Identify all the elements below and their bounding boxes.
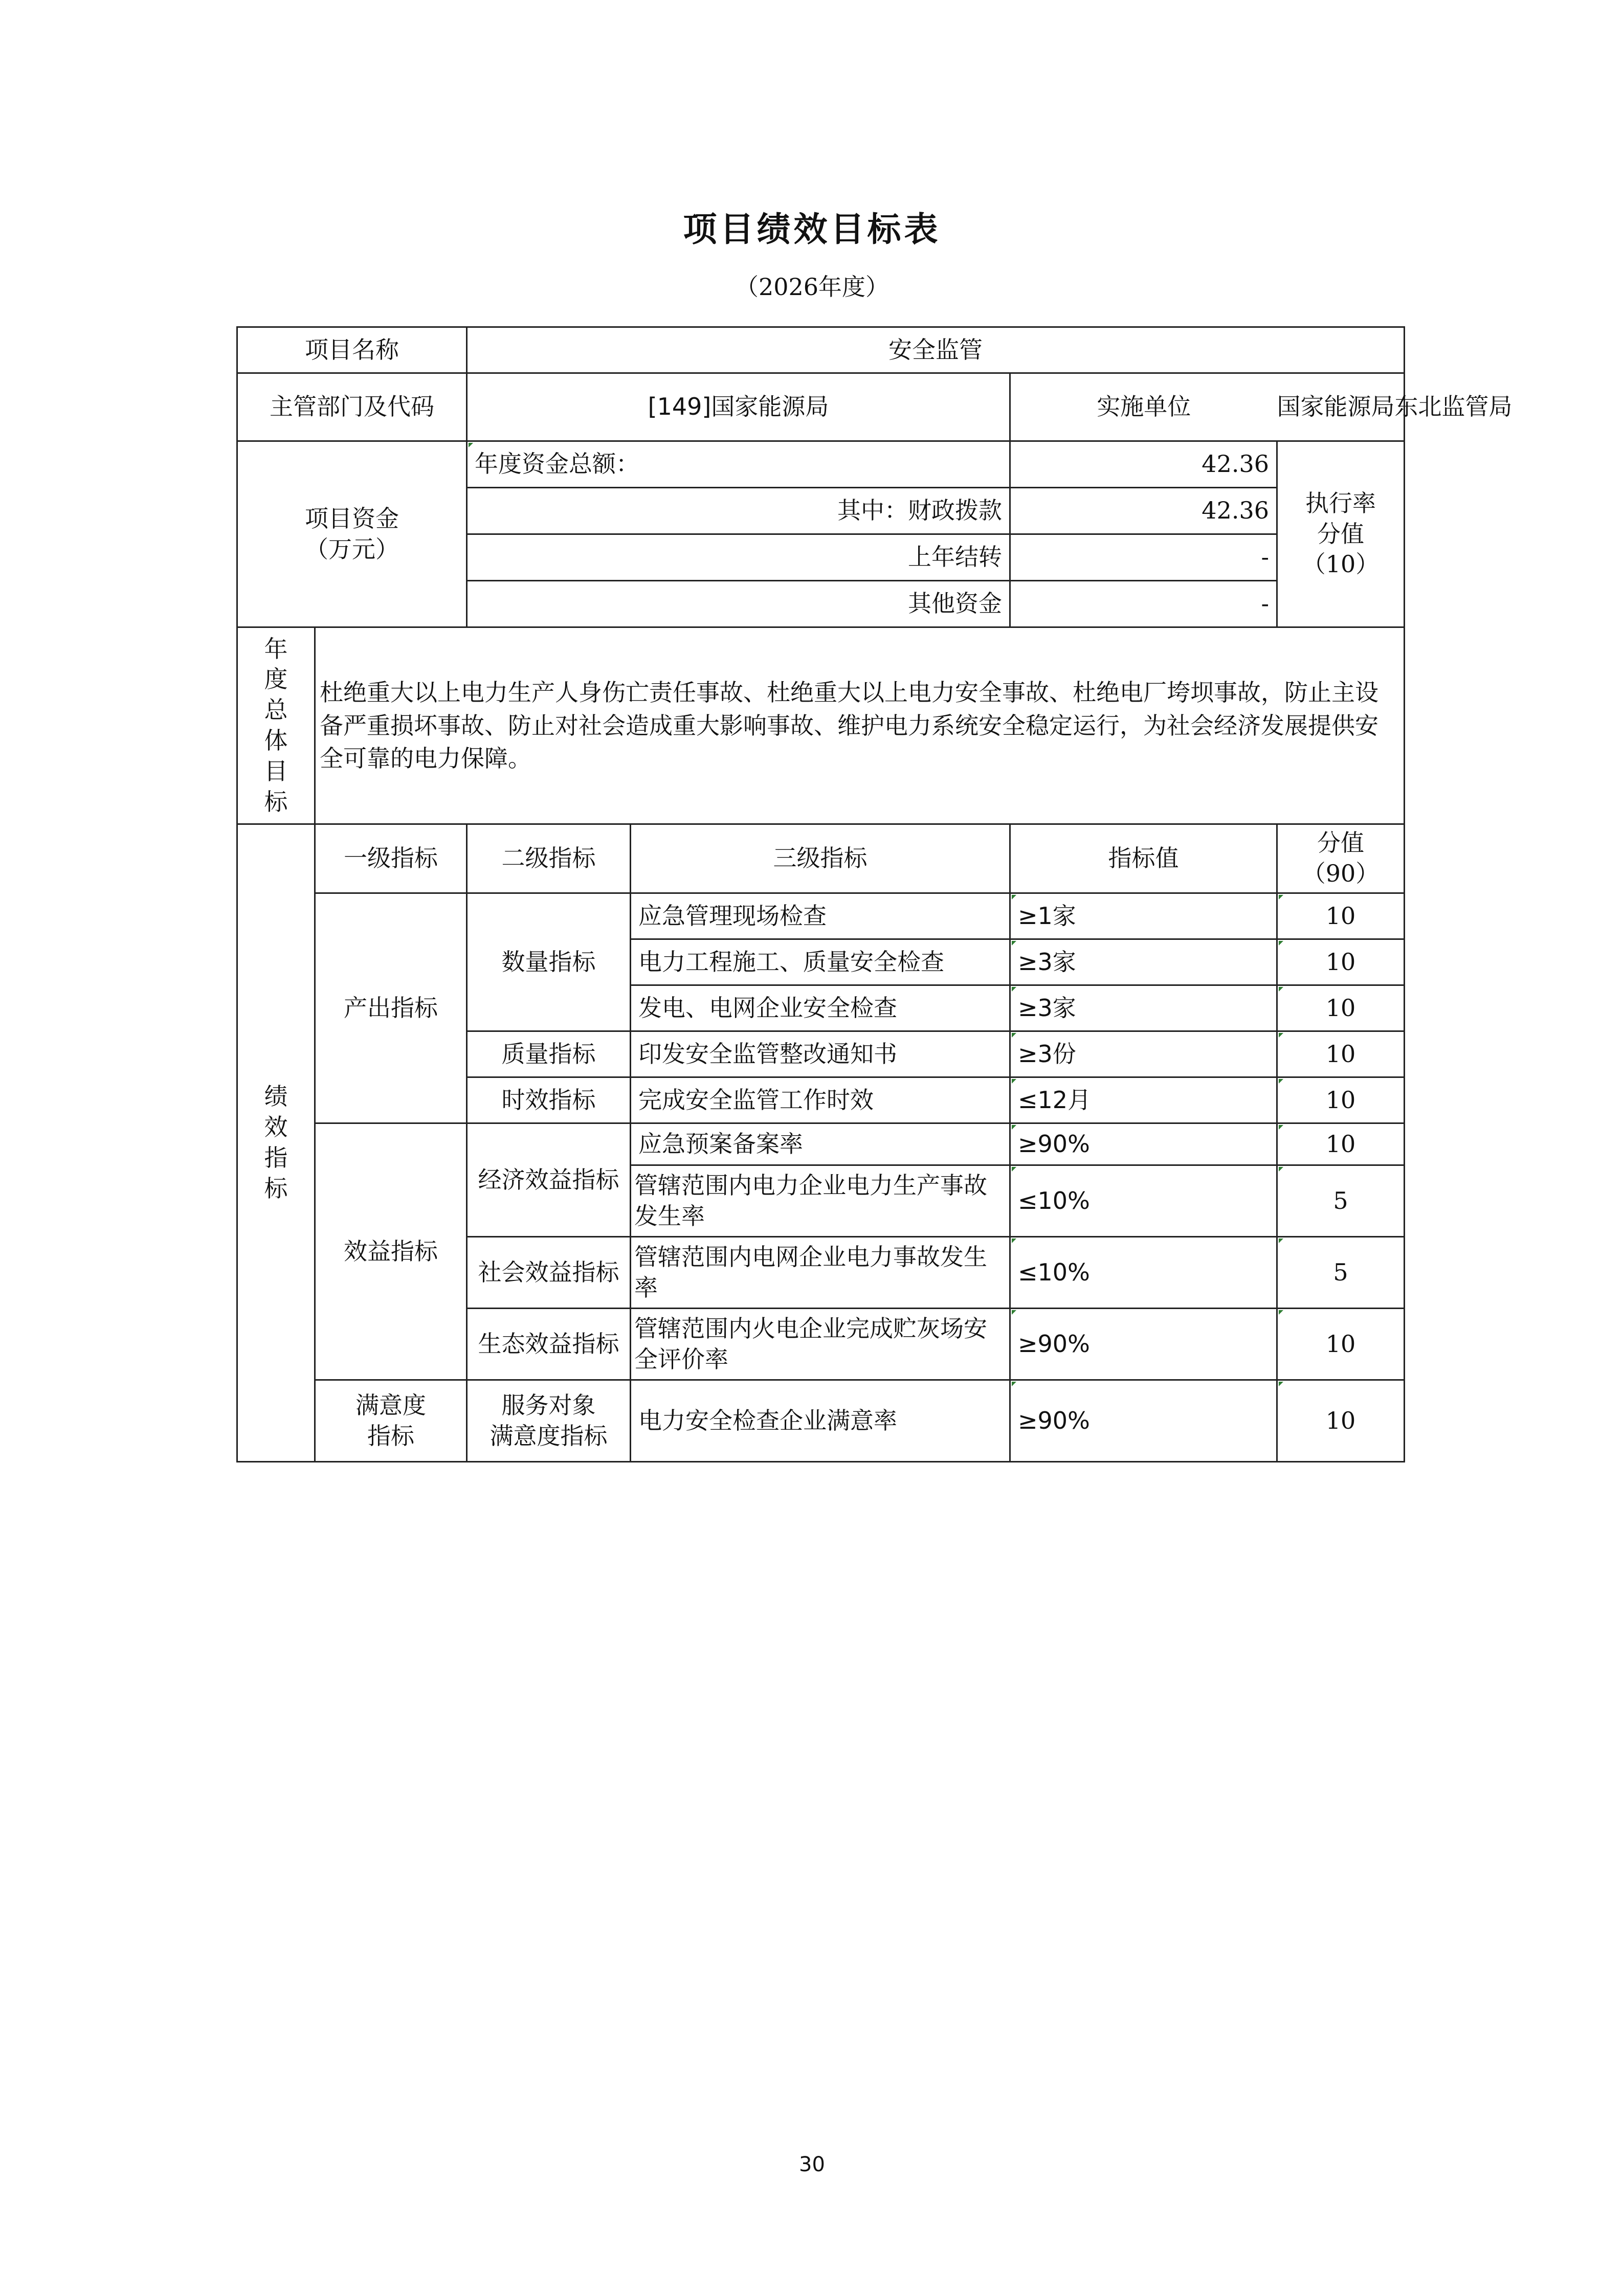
performance-indicator-label-char: 标 <box>264 1174 288 1202</box>
indicator-item: 发电、电网企业安全检查 <box>631 985 1010 1031</box>
implementing-unit-label: 实施单位 <box>1010 373 1277 441</box>
service-satisfaction-line1: 服务对象 <box>501 1391 596 1419</box>
funds-other-label: 其他资金 <box>467 581 1010 627</box>
indicator-score: 5 <box>1277 1237 1405 1309</box>
indicator-item: 应急预案备案率 <box>631 1123 1010 1165</box>
funds-label-line2: （万元） <box>305 535 399 563</box>
funds-total-value: 42.36 <box>1010 441 1277 488</box>
social-benefit-label: 社会效益指标 <box>467 1237 631 1309</box>
indicator-value: ≥3家 <box>1010 939 1277 985</box>
annual-goal-text: 杜绝重大以上电力生产人身伤亡责任事故、杜绝重大以上电力安全事故、杜绝电厂垮坝事故，防止主设备严重损坏事故、防止对社会造成重大影响事故、维护电力系统安全稳定运行，为社会经济发展提供安全可靠的电力保障。 <box>315 627 1405 824</box>
indicator-score: 10 <box>1277 1380 1405 1462</box>
indicator-value: ≥90% <box>1010 1380 1277 1462</box>
department-value: [149]国家能源局 <box>467 373 1010 441</box>
funds-fiscal-value: 42.36 <box>1010 488 1277 534</box>
execution-rate-line3: （10） <box>1302 550 1380 578</box>
annual-goal-row <box>237 627 1405 824</box>
indicator-item: 完成安全监管工作时效 <box>631 1077 1010 1123</box>
performance-indicator-label <box>237 824 315 1462</box>
performance-target-table <box>236 326 1512 1462</box>
indicator-value: ≥3份 <box>1010 1031 1277 1077</box>
header-value: 指标值 <box>1010 824 1277 893</box>
funds-other-value: - <box>1010 581 1277 627</box>
header-level1: 一级指标 <box>315 824 467 893</box>
performance-indicator-label-char: 指 <box>264 1144 288 1172</box>
page-subtitle: （2026年度） <box>735 273 889 301</box>
indicator-item: 电力工程施工、质量安全检查 <box>631 939 1010 985</box>
department-row <box>237 373 1405 441</box>
performance-indicator-label-char: 绩 <box>264 1083 288 1111</box>
project-name-label: 项目名称 <box>237 327 467 373</box>
indicator-value: ≥90% <box>1010 1309 1277 1380</box>
execution-rate-line1: 执行率 <box>1305 489 1376 517</box>
funds-total-label: 年度资金总额： <box>467 441 1010 488</box>
funds-label <box>237 441 467 627</box>
indicator-row <box>237 893 1405 939</box>
header-score <box>1277 824 1405 893</box>
indicator-score: 10 <box>1277 1077 1405 1123</box>
implementing-unit-value: 国家能源局东北监管局 <box>1277 373 1405 441</box>
indicator-item: 管辖范围内火电企业完成贮灰场安全评价率 <box>631 1309 1010 1380</box>
quantity-indicator-label: 数量指标 <box>467 893 631 1031</box>
page-title: 项目绩效目标表 <box>683 210 941 249</box>
satisfaction-label-line2: 指标 <box>367 1422 414 1450</box>
indicator-score: 5 <box>1277 1165 1405 1237</box>
indicator-item: 电力安全检查企业满意率 <box>631 1380 1010 1462</box>
economic-benefit-label: 经济效益指标 <box>467 1123 631 1237</box>
execution-rate-line2: 分值 <box>1317 520 1364 548</box>
header-score-line1: 分值 <box>1317 829 1364 857</box>
header-score-line2: （90） <box>1302 860 1380 887</box>
indicator-header-row <box>237 824 1405 893</box>
annual-goal-label-char: 年 <box>264 635 288 663</box>
ecological-benefit-label: 生态效益指标 <box>467 1309 631 1380</box>
timeliness-indicator-label: 时效指标 <box>467 1077 631 1123</box>
project-name-value: 安全监管 <box>467 327 1405 373</box>
indicator-item: 管辖范围内电力企业电力生产事故发生率 <box>631 1165 1010 1237</box>
indicator-score: 10 <box>1277 893 1405 939</box>
indicator-score: 10 <box>1277 1123 1405 1165</box>
indicator-item: 管辖范围内电网企业电力事故发生率 <box>631 1237 1010 1309</box>
annual-goal-label-char: 标 <box>264 787 288 816</box>
indicator-value: ≤10% <box>1010 1237 1277 1309</box>
header-level3: 三级指标 <box>631 824 1010 893</box>
funds-fiscal-label: 其中：财政拨款 <box>467 488 1010 534</box>
funds-carryover-label: 上年结转 <box>467 534 1010 581</box>
annual-goal-label-char: 度 <box>264 665 288 693</box>
indicator-row <box>237 1123 1405 1165</box>
page-number: 30 <box>799 2153 825 2176</box>
annual-goal-label-char: 目 <box>264 757 288 785</box>
project-name-row <box>237 327 1405 373</box>
indicator-score: 10 <box>1277 939 1405 985</box>
service-satisfaction-label <box>467 1380 631 1462</box>
department-label: 主管部门及代码 <box>237 373 467 441</box>
execution-rate-score <box>1277 441 1405 627</box>
satisfaction-indicator-label <box>315 1380 467 1462</box>
indicator-item: 应急管理现场检查 <box>631 893 1010 939</box>
funds-row <box>237 441 1405 488</box>
funds-carryover-value: - <box>1010 534 1277 581</box>
indicator-score: 10 <box>1277 1309 1405 1380</box>
indicator-score: 10 <box>1277 985 1405 1031</box>
performance-indicator-label-char: 效 <box>264 1113 288 1141</box>
indicator-value: ≤12月 <box>1010 1077 1277 1123</box>
indicator-value: ≤10% <box>1010 1165 1277 1237</box>
header-level2: 二级指标 <box>467 824 631 893</box>
benefit-indicator-label: 效益指标 <box>315 1123 467 1380</box>
funds-label-line1: 项目资金 <box>305 504 399 532</box>
annual-goal-label <box>237 627 315 824</box>
indicator-score: 10 <box>1277 1031 1405 1077</box>
indicator-row <box>237 1380 1405 1462</box>
output-indicator-label: 产出指标 <box>315 893 467 1123</box>
quality-indicator-label: 质量指标 <box>467 1031 631 1077</box>
service-satisfaction-line2: 满意度指标 <box>490 1422 608 1450</box>
indicator-item: 印发安全监管整改通知书 <box>631 1031 1010 1077</box>
indicator-value: ≥90% <box>1010 1123 1277 1165</box>
satisfaction-label-line1: 满意度 <box>355 1391 426 1419</box>
annual-goal-label-char: 总 <box>264 696 288 724</box>
annual-goal-label-char: 体 <box>264 727 288 754</box>
indicator-value: ≥3家 <box>1010 985 1277 1031</box>
indicator-value: ≥1家 <box>1010 893 1277 939</box>
